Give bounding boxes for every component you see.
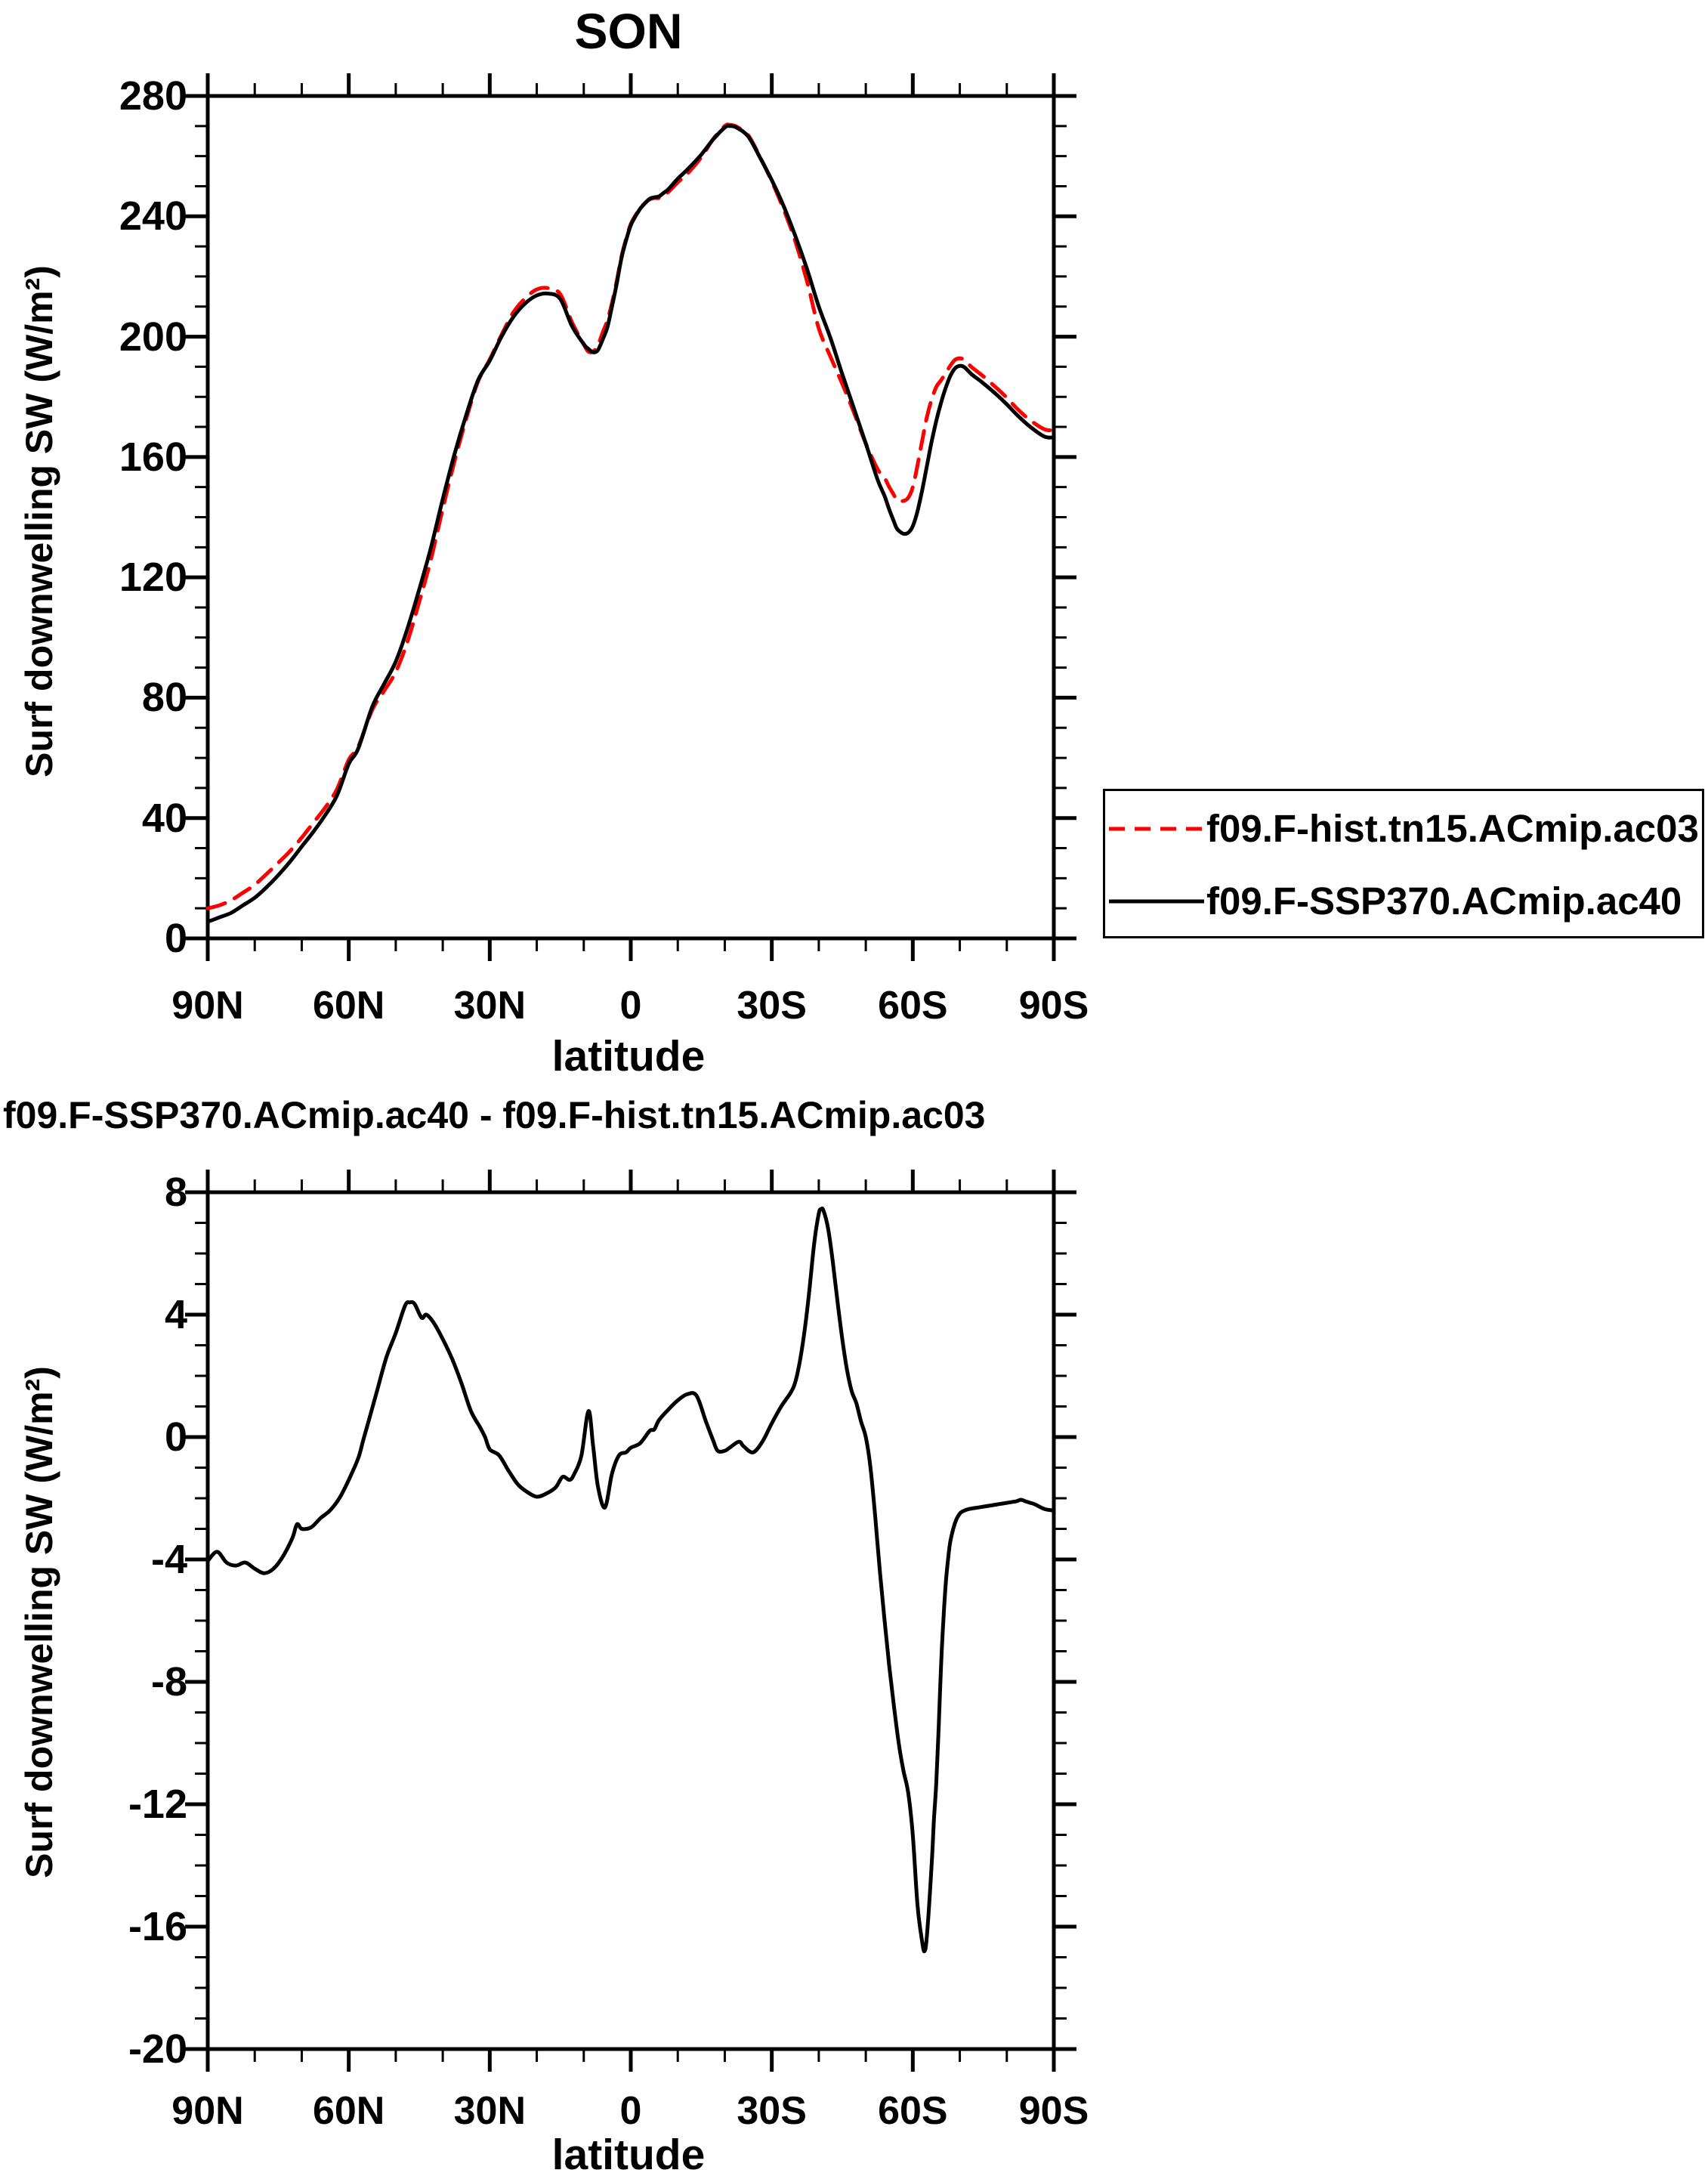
bottom-y-axis-label: Surf downwelling SW (W/m²) (18, 1366, 60, 1878)
y-tick-label: -8 (150, 1659, 187, 1705)
x-tick-label: 60N (312, 984, 385, 1028)
x-tick-label: 30N (453, 984, 527, 1028)
x-tick-label: 0 (619, 2089, 642, 2133)
x-tick-label: 30S (737, 984, 807, 1028)
x-tick-label: 30S (737, 2089, 807, 2133)
legend-item-hist (1109, 791, 1699, 866)
x-tick-label: 90N (171, 984, 244, 1028)
x-tick-label: 90S (1018, 2089, 1089, 2133)
y-tick-label: 40 (141, 795, 187, 841)
y-tick-label: -16 (128, 1904, 187, 1949)
bottom-panel-title: f09.F-SSP370.ACmip.ac40 - f09.F-hist.tn15.ACmip.ac03 (3, 1094, 986, 1136)
legend-line-ssp-icon (1109, 897, 1204, 906)
x-tick-label: 60S (878, 2089, 948, 2133)
x-tick-label: 90N (171, 2089, 244, 2133)
y-tick-label: 0 (164, 1414, 187, 1460)
x-tick-label: 60N (312, 2089, 385, 2133)
y-tick-label: 160 (119, 434, 187, 480)
y-tick-label: 120 (119, 555, 187, 601)
y-tick-label: 80 (141, 675, 187, 721)
top-x-axis-label: latitude (551, 1032, 706, 1080)
y-tick-label: -12 (128, 1782, 187, 1827)
x-tick-label: 30N (453, 2089, 527, 2133)
y-tick-label: 200 (119, 314, 187, 360)
legend-item-ssp (1109, 864, 1682, 938)
x-tick-label: 60S (878, 984, 948, 1028)
x-tick-label: 90S (1018, 984, 1089, 1028)
top-panel-title: SON (574, 3, 683, 59)
legend-line-hist-icon (1109, 824, 1204, 833)
y-tick-label: 280 (119, 73, 187, 119)
bottom-x-axis-label: latitude (551, 2131, 706, 2179)
legend (1103, 789, 1704, 938)
top-y-axis-label: Surf downwelling SW (W/m²) (18, 265, 60, 777)
y-tick-label: 240 (119, 193, 187, 240)
legend-label-ssp: f09.F-SSP370.ACmip.ac40 (1206, 879, 1682, 923)
y-tick-label: -20 (128, 2026, 187, 2072)
y-tick-label: 8 (164, 1170, 187, 1215)
y-tick-label: 4 (164, 1292, 187, 1337)
y-tick-label: -4 (150, 1537, 187, 1582)
y-tick-label: 0 (164, 916, 187, 961)
legend-label-hist: f09.F-hist.tn15.ACmip.ac03 (1206, 807, 1699, 850)
x-tick-label: 0 (619, 984, 642, 1028)
